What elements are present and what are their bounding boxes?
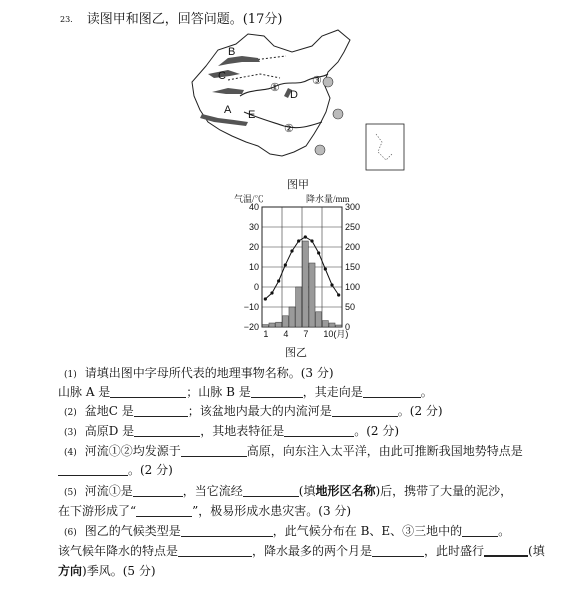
right-tick-label: 150 bbox=[345, 262, 361, 272]
temperature-point bbox=[284, 263, 287, 266]
temperature-point bbox=[317, 251, 320, 254]
left-tick-label: 40 bbox=[248, 202, 259, 212]
q5-a: 河流①是 bbox=[84, 484, 133, 498]
temperature-point bbox=[277, 279, 280, 282]
precip-bar bbox=[316, 312, 322, 327]
q1-c: ，其走向是 bbox=[302, 385, 363, 399]
answer-blank[interactable] bbox=[462, 524, 498, 537]
answer-blank[interactable] bbox=[133, 484, 183, 497]
precip-bar bbox=[262, 325, 268, 327]
left-axis-title: 气温/℃ bbox=[234, 194, 264, 204]
answer-blank[interactable] bbox=[181, 444, 247, 457]
right-tick-label: 100 bbox=[345, 282, 361, 292]
q6-c: 。 bbox=[498, 524, 511, 538]
q5-bold: 地形区名称 bbox=[315, 484, 376, 498]
q4-line1 bbox=[64, 443, 523, 461]
answer-blank[interactable] bbox=[110, 385, 186, 398]
answer-blank[interactable] bbox=[181, 524, 273, 537]
q3-a: 高原D 是 bbox=[84, 424, 135, 438]
q5-line1 bbox=[64, 483, 512, 501]
q2-c: 。(2 分) bbox=[397, 404, 443, 418]
answer-blank[interactable] bbox=[363, 385, 421, 398]
q2-line bbox=[64, 403, 443, 421]
temperature-point bbox=[330, 283, 333, 286]
q4-a: 河流①②均发源于 bbox=[84, 444, 181, 458]
q5-d: )后，携带了大量的泥沙， bbox=[375, 484, 513, 498]
temperature-point bbox=[304, 235, 307, 238]
q2-a: 盆地C 是 bbox=[84, 404, 134, 418]
q5-line2 bbox=[58, 503, 351, 519]
x-tick-label: 1 bbox=[263, 329, 269, 339]
label-1: ① bbox=[270, 82, 280, 94]
temperature-point bbox=[270, 291, 273, 294]
q1-line2 bbox=[58, 384, 433, 400]
q2-b: ；该盆地内最大的内流河是 bbox=[187, 404, 332, 418]
sea-dot-2 bbox=[333, 109, 343, 119]
x-tick-label: 10(月) bbox=[323, 329, 349, 339]
label-d: D bbox=[290, 89, 298, 101]
temperature-point bbox=[310, 239, 313, 242]
q3-number: (3) bbox=[64, 428, 77, 438]
answer-blank[interactable] bbox=[243, 484, 299, 497]
q1-line1 bbox=[64, 365, 334, 383]
temperature-point bbox=[290, 249, 293, 252]
q1-text: 请填出图中字母所代表的地理事物名称。(3 分) bbox=[84, 366, 334, 380]
precip-bar bbox=[309, 263, 315, 327]
q5-b: ，当它流经 bbox=[182, 484, 243, 498]
right-tick-label: 300 bbox=[345, 202, 361, 212]
q1-number: (1) bbox=[64, 370, 77, 380]
precip-bar bbox=[329, 323, 335, 327]
river-2 bbox=[244, 112, 322, 128]
temperature-point bbox=[337, 293, 340, 296]
q6-e: ，降水最多的两个月是 bbox=[252, 544, 373, 558]
precip-bar bbox=[276, 322, 282, 327]
q4-b: 高原，向东注入太平洋，由此可推断我国地势特点是 bbox=[246, 444, 523, 458]
right-axis-title: 降水量/mm bbox=[306, 194, 350, 204]
china-map bbox=[188, 26, 410, 182]
precip-bar bbox=[322, 321, 328, 327]
left-tick-label: 10 bbox=[248, 262, 259, 272]
label-3: ③ bbox=[312, 75, 322, 87]
q6-g: (填 bbox=[528, 544, 545, 558]
answer-blank[interactable] bbox=[484, 543, 528, 557]
inset-box bbox=[366, 124, 404, 170]
q6-bold: 方向 bbox=[58, 564, 83, 578]
temperature-point bbox=[264, 297, 267, 300]
precip-bar bbox=[269, 323, 275, 327]
q4-c: 。(2 分) bbox=[128, 463, 173, 477]
q4-line2 bbox=[58, 462, 173, 478]
q1-d: 。 bbox=[420, 385, 433, 399]
sea-dot-3 bbox=[315, 145, 325, 155]
right-tick-label: 200 bbox=[345, 242, 361, 252]
q6-line1 bbox=[64, 523, 510, 541]
q3-line bbox=[64, 423, 399, 441]
right-tick-label: 250 bbox=[345, 222, 361, 232]
answer-blank[interactable] bbox=[136, 504, 192, 517]
precip-bar bbox=[336, 325, 342, 327]
q3-c: 。(2 分) bbox=[354, 424, 400, 438]
answer-blank[interactable] bbox=[134, 404, 188, 417]
answer-blank[interactable] bbox=[332, 404, 398, 417]
q1-b: ；山脉 B 是 bbox=[186, 385, 251, 399]
question-header bbox=[60, 8, 282, 27]
q4-number: (4) bbox=[64, 448, 77, 458]
temperature-point bbox=[324, 267, 327, 270]
q6-number: (6) bbox=[64, 528, 77, 538]
q5-number: (5) bbox=[64, 488, 77, 498]
answer-blank[interactable] bbox=[284, 424, 354, 437]
label-b: B bbox=[228, 46, 236, 58]
map-caption: 图甲 bbox=[287, 178, 309, 191]
q6-line3 bbox=[58, 563, 156, 579]
left-tick-label: 0 bbox=[253, 282, 259, 292]
q5-f: ”，极易形成水患灾害。(3 分) bbox=[192, 504, 352, 518]
range-kunlun bbox=[212, 88, 244, 94]
answer-blank[interactable] bbox=[58, 463, 128, 476]
q6-d: 该气候年降水的特点是 bbox=[58, 544, 179, 558]
q6-a: 图乙的气候类型是 bbox=[84, 524, 181, 538]
q6-line2 bbox=[58, 543, 545, 559]
precip-bar bbox=[302, 241, 308, 327]
left-tick-label: −10 bbox=[243, 302, 259, 312]
right-tick-label: 50 bbox=[345, 302, 356, 312]
q3-b: ，其地表特征是 bbox=[200, 424, 285, 438]
label-e: E bbox=[248, 109, 256, 121]
q1-a: 山脉 A 是 bbox=[58, 385, 111, 399]
left-tick-label: −20 bbox=[243, 322, 259, 332]
precip-bar bbox=[282, 316, 288, 327]
sea-dot-1 bbox=[323, 77, 333, 87]
temperature-point bbox=[297, 239, 300, 242]
left-tick-label: 30 bbox=[248, 222, 259, 232]
x-tick-label: 7 bbox=[303, 329, 309, 339]
precip-bar bbox=[289, 307, 295, 327]
answer-blank[interactable] bbox=[134, 424, 200, 437]
label-c: C bbox=[218, 70, 226, 82]
q6-f: ，此时盛行 bbox=[424, 544, 485, 558]
right-tick-label: 0 bbox=[345, 322, 351, 332]
q5-c: (填 bbox=[298, 484, 316, 498]
range-b bbox=[218, 56, 260, 66]
chart-caption: 图乙 bbox=[285, 346, 307, 359]
q6-i: )季风。(5 分) bbox=[82, 564, 156, 578]
q5-e: 在下游形成了“ bbox=[58, 504, 137, 518]
question-number: 23. bbox=[60, 15, 73, 24]
answer-blank[interactable] bbox=[372, 544, 424, 557]
label-2: ② bbox=[284, 123, 294, 135]
label-a: A bbox=[224, 104, 232, 116]
precip-bar bbox=[296, 287, 302, 327]
answer-blank[interactable] bbox=[178, 544, 252, 557]
x-tick-label: 4 bbox=[283, 329, 289, 339]
q6-b: ，此气候分布在 B、E、③三地中的 bbox=[272, 524, 463, 538]
left-tick-label: 20 bbox=[248, 242, 259, 252]
climate-chart bbox=[226, 193, 366, 341]
answer-blank[interactable] bbox=[251, 385, 303, 398]
q2-number: (2) bbox=[64, 408, 77, 418]
question-title: 读图甲和图乙，回答问题。(17分) bbox=[86, 12, 283, 27]
